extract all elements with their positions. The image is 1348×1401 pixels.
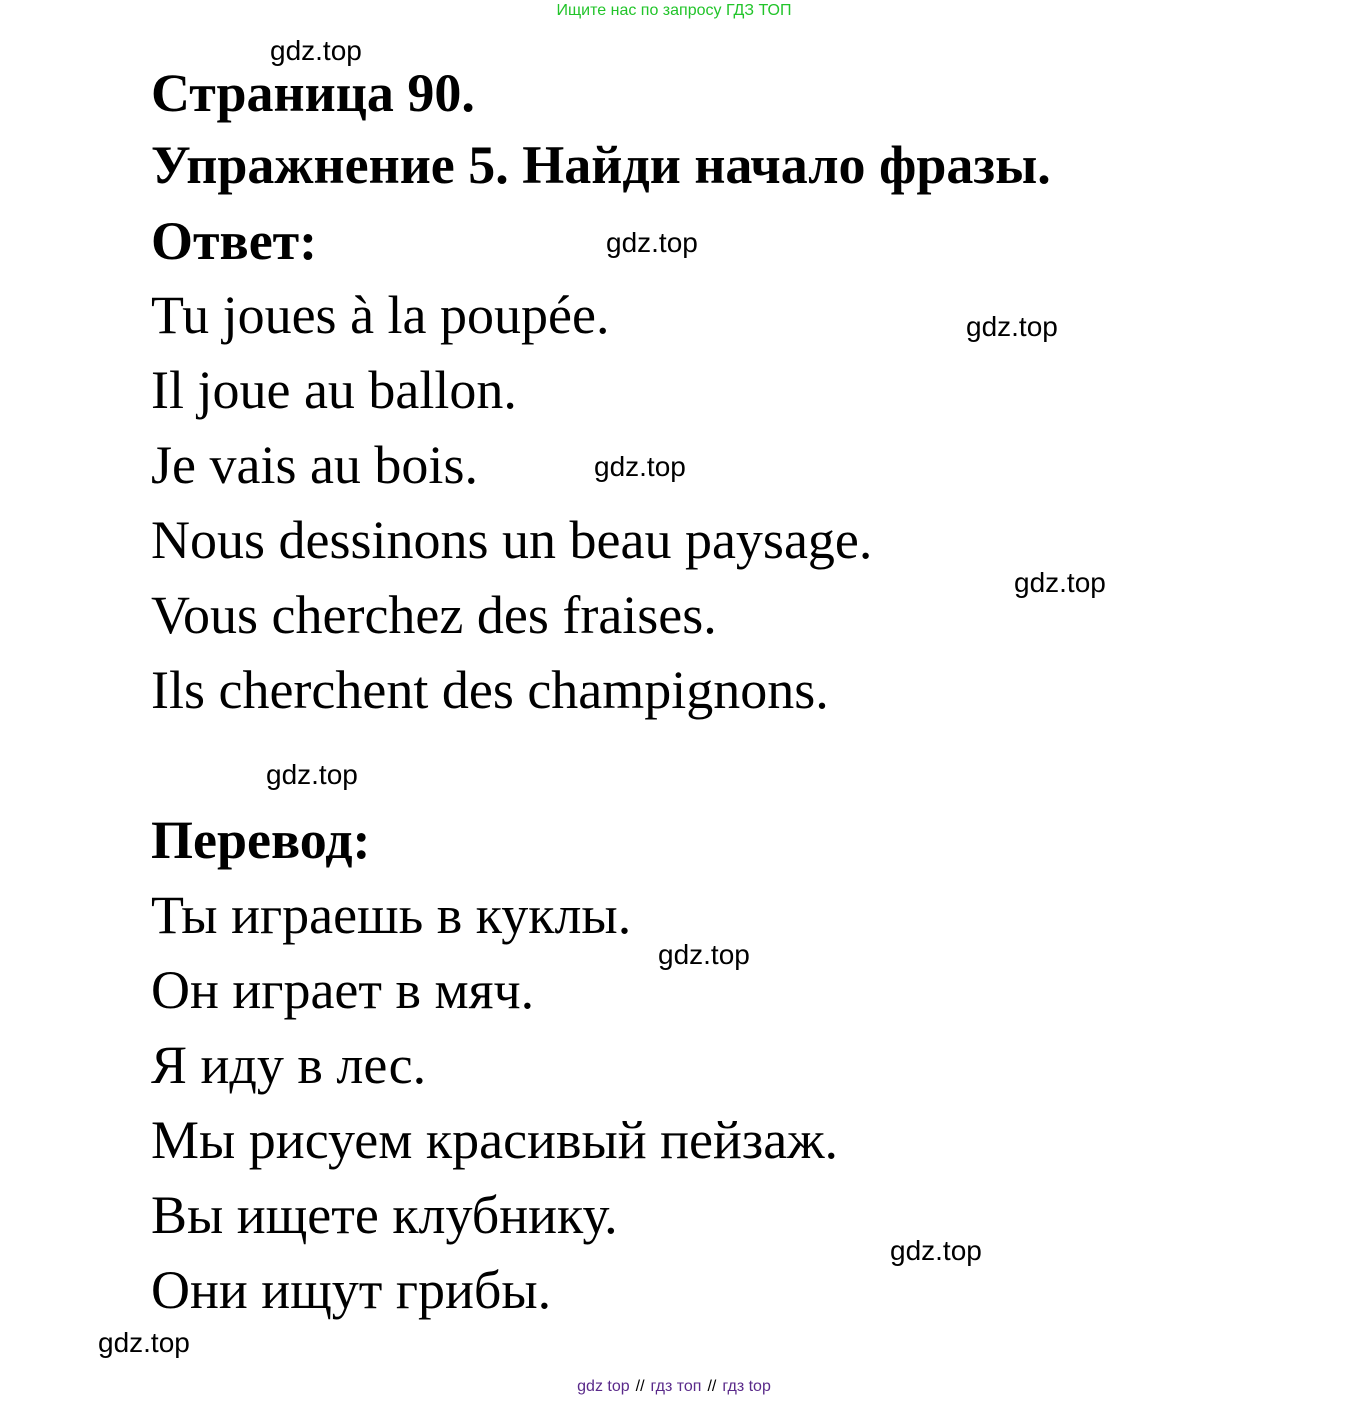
footer-separator: // [707, 1378, 717, 1395]
translation-line: Ты играешь в куклы. [151, 885, 632, 945]
page-title: Страница 90. [151, 63, 475, 123]
watermark: gdz.top [658, 939, 750, 970]
watermark: gdz.top [606, 227, 698, 258]
translation-line: Они ищут грибы. [151, 1260, 552, 1320]
translation-line: Мы рисуем красивый пейзаж. [151, 1110, 838, 1170]
translation-line: Я иду в лес. [151, 1035, 427, 1095]
translation-line: Он играет в мяч. [151, 960, 535, 1020]
watermark: gdz.top [594, 451, 686, 482]
answer-line: Ils cherchent des champignons. [151, 660, 829, 720]
watermark: gdz.top [266, 759, 358, 790]
answer-line: Il joue au ballon. [151, 360, 517, 420]
watermark: gdz.top [890, 1235, 982, 1266]
answer-line: Nous dessinons un beau paysage. [151, 510, 873, 570]
footer [0, 1377, 1348, 1397]
answer-heading: Ответ: [151, 211, 318, 271]
exercise-title: Упражнение 5. Найди начало фразы. [151, 135, 1051, 195]
translation-heading: Перевод: [151, 810, 371, 870]
footer-link-gdz-top[interactable]: gdz top [577, 1378, 630, 1395]
watermark: gdz.top [966, 311, 1058, 342]
watermark: gdz.top [1014, 567, 1106, 598]
watermark: gdz.top [98, 1327, 190, 1358]
footer-link-gdz-top-ru[interactable]: гдз топ [650, 1378, 702, 1395]
search-banner: Ищите нас по запросу ГДЗ ТОП [556, 2, 792, 19]
translation-line: Вы ищете клубнику. [151, 1185, 618, 1245]
answer-line: Vous cherchez des fraises. [151, 585, 717, 645]
answer-line: Je vais au bois. [151, 435, 478, 495]
footer-link-gdz-top-mixed[interactable]: гдз top [722, 1378, 771, 1395]
answer-line: Tu joues à la poupée. [151, 285, 610, 345]
footer-separator: // [635, 1378, 645, 1395]
watermark: gdz.top [270, 35, 362, 66]
